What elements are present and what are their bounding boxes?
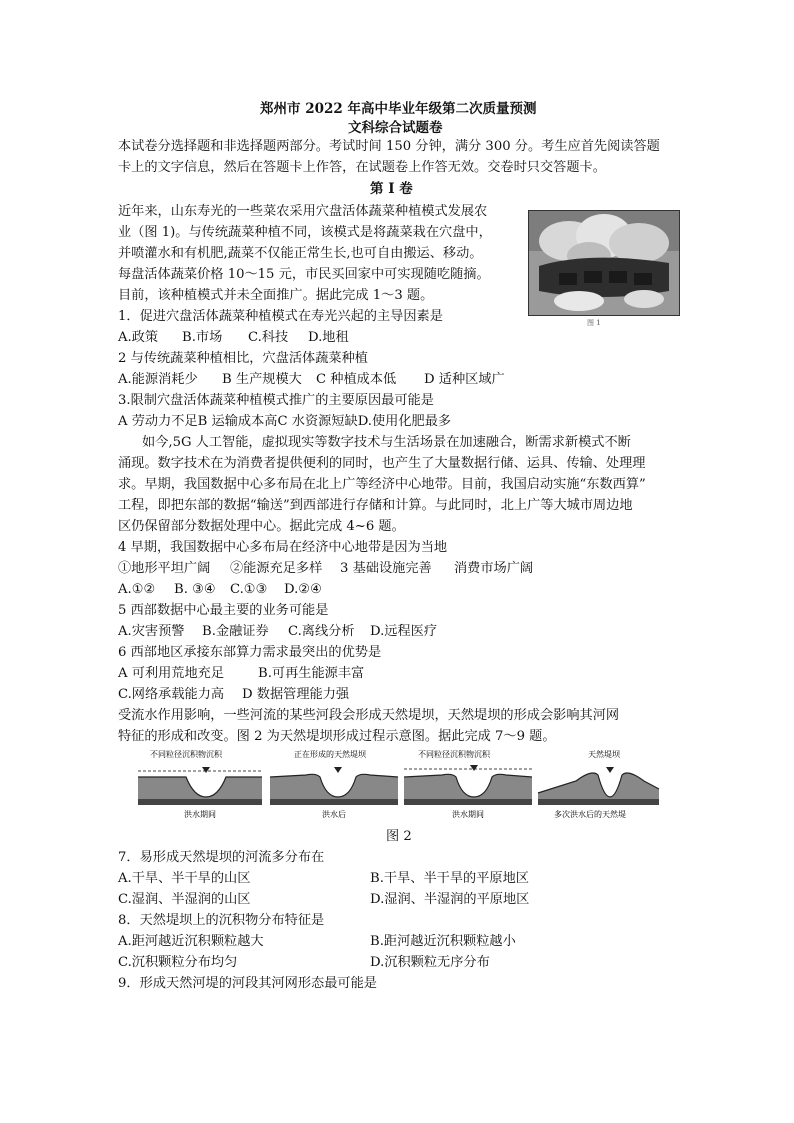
- figure-2-label: 洪水后: [322, 810, 346, 819]
- passage-line: 受流水作用影响，一些河流的某些河段会形成天然堤坝，天然堤坝的形成会影响其河网: [118, 708, 620, 723]
- question-stem: 4 早期，我国数据中心多布局在经济中心地带是因为当地: [118, 540, 448, 555]
- option: B.干旱、半干旱的平原地区: [370, 871, 529, 886]
- option: D 适种区域广: [424, 372, 505, 387]
- option: C.科技: [248, 330, 289, 345]
- passage-line: 求。早期，我国数据中心多布局在北上广等经济中心地带。目前，我国启动实施“东数西算”: [118, 477, 646, 492]
- question-stem: 5 西部数据中心最主要的业务可能是: [118, 603, 329, 618]
- figure-2-panel-3: [404, 765, 532, 805]
- question-stem: 6 西部地区承接东部算力需求最突出的优势是: [118, 645, 382, 660]
- question-stem: 1．促进穴盘活体蔬菜种植模式在寿光兴起的主导因素是: [118, 309, 443, 324]
- passage-line: 业（图 1)。与传统蔬菜种植不同，该模式是将蔬菜栽在穴盘中，: [118, 225, 492, 240]
- passage-line: 近年来，山东寿光的一些菜农采用穴盘活体蔬菜种植模式发展农: [118, 204, 488, 219]
- passage-line: 目前，该种植模式并未全面推广。据此完成 1～3 题。: [118, 288, 434, 303]
- question-stem: 9．形成天然河堤的河段其河网形态最可能是: [118, 976, 377, 991]
- figure-2-diagram: [136, 747, 661, 823]
- option: D.②④: [284, 582, 322, 597]
- option: A 可利用荒地充足: [118, 666, 225, 681]
- factor: ①地形平坦广阔: [118, 561, 211, 576]
- intro-line: 卡上的文字信息，然后在答题卡上作答，在试题卷上作答无效。交卷时只交答题卡。: [118, 160, 606, 175]
- intro-line: 本试卷分选择题和非选择题两部分。考试时间 150 分钟，满分 300 分。考生应首先阅读答题: [118, 139, 660, 154]
- option-line: A 劳动力不足B 运输成本高C 水资源短缺D.使用化肥最多: [118, 414, 452, 429]
- option: A.灾害预警: [118, 624, 185, 639]
- passage-line: 并喷灌水和有机肥,蔬菜不仅能正常生长,也可自由搬运、移动。: [118, 246, 483, 261]
- factor: 3 基础设施完善: [340, 561, 432, 576]
- figure-1-photo: [528, 210, 680, 316]
- option: D.远程医疗: [370, 624, 438, 639]
- option: C 种植成本低: [316, 372, 397, 387]
- option: C.湿润、半湿润的山区: [118, 892, 251, 907]
- figure-2-panel-2: [270, 767, 398, 805]
- option: B. ③④: [174, 582, 216, 597]
- option: B 生产规模大: [222, 372, 302, 387]
- option: C.沉积颗粒分布均匀: [118, 955, 238, 970]
- passage-line: 区仍保留部分数据处理中心。据此完成 4~6 题。: [118, 519, 405, 534]
- option: B.市场: [182, 330, 223, 345]
- figure-2-label: 正在形成的天然堤坝: [294, 750, 366, 759]
- option: D.地租: [308, 330, 349, 345]
- option: D 数据管理能力强: [242, 687, 350, 702]
- factor: 消费市场广阔: [454, 561, 534, 576]
- figure-2-label: 不同粒径沉积物沉积: [418, 750, 490, 759]
- option: B.金融证券: [202, 624, 269, 639]
- option: A.干旱、半干旱的山区: [118, 871, 251, 886]
- figure-2-label: 多次洪水后的天然堤: [554, 810, 626, 819]
- passage-line: 每盘活体蔬菜价格 10～15 元，市民买回家中可实现随吃随摘。: [118, 267, 490, 282]
- factor: ②能源充足多样: [230, 561, 323, 576]
- figure-2-label: 洪水期间: [452, 810, 484, 819]
- option: A.距河越近沉积颗粒越大: [118, 934, 264, 949]
- figure-1-caption: 图 1: [587, 319, 601, 327]
- question-stem: 3.限制穴盘活体蔬菜种植模式推广的主要原因最可能是: [118, 393, 434, 408]
- exam-subtitle: 文科综合试题卷: [348, 120, 443, 136]
- question-stem: 2 与传统蔬菜种植相比，穴盘活体蔬菜种植: [118, 351, 368, 366]
- passage-line: 工程，即把东部的数据“输送”到西部进行存储和计算。与此同时，北上广等大城市周边地: [118, 498, 633, 513]
- figure-2-label: 天然堤坝: [588, 750, 620, 759]
- option: C.离线分析: [288, 624, 355, 639]
- question-stem: 8．天然堤坝上的沉积物分布特征是: [118, 913, 325, 928]
- option: A.政策: [118, 330, 159, 345]
- option: A.能源消耗少: [118, 372, 198, 387]
- figure-2-label: 不同粒径沉积物沉积: [150, 750, 222, 759]
- figure-2-caption: 图 2: [386, 829, 412, 844]
- option: B.距河越近沉积颗粒越小: [370, 934, 516, 949]
- passage-line: 特征的形成和改变。图 2 为天然堤坝形成过程示意图。据此完成 7～9 题。: [118, 729, 556, 744]
- option: D.沉积颗粒无序分布: [370, 955, 490, 970]
- passage-line: 如今,5G 人工智能，虚拟现实等数字技术与生活场景在加速融合，断需求新模式不断: [142, 435, 631, 450]
- option: C.网络承载能力高: [118, 687, 225, 702]
- passage-line: 涌现。数字技术在为消费者提供便利的同时，也产生了大量数据行储、运具、传输、处理理: [118, 456, 646, 471]
- option: D.湿润、半湿润的平原地区: [370, 892, 530, 907]
- question-stem: 7．易形成天然堤坝的河流多分布在: [118, 850, 325, 865]
- exam-title: 郑州市 2022 年高中毕业年级第二次质量预测: [260, 101, 537, 117]
- figure-2-panel-4: [538, 767, 659, 805]
- figure-2-label: 洪水期间: [184, 810, 216, 819]
- option: B.可再生能源丰富: [258, 666, 365, 681]
- option: A.①②: [118, 582, 156, 597]
- section-title: 第 I 卷: [370, 181, 413, 197]
- figure-2-panel-1: [138, 767, 262, 805]
- option: C.①③: [230, 582, 268, 597]
